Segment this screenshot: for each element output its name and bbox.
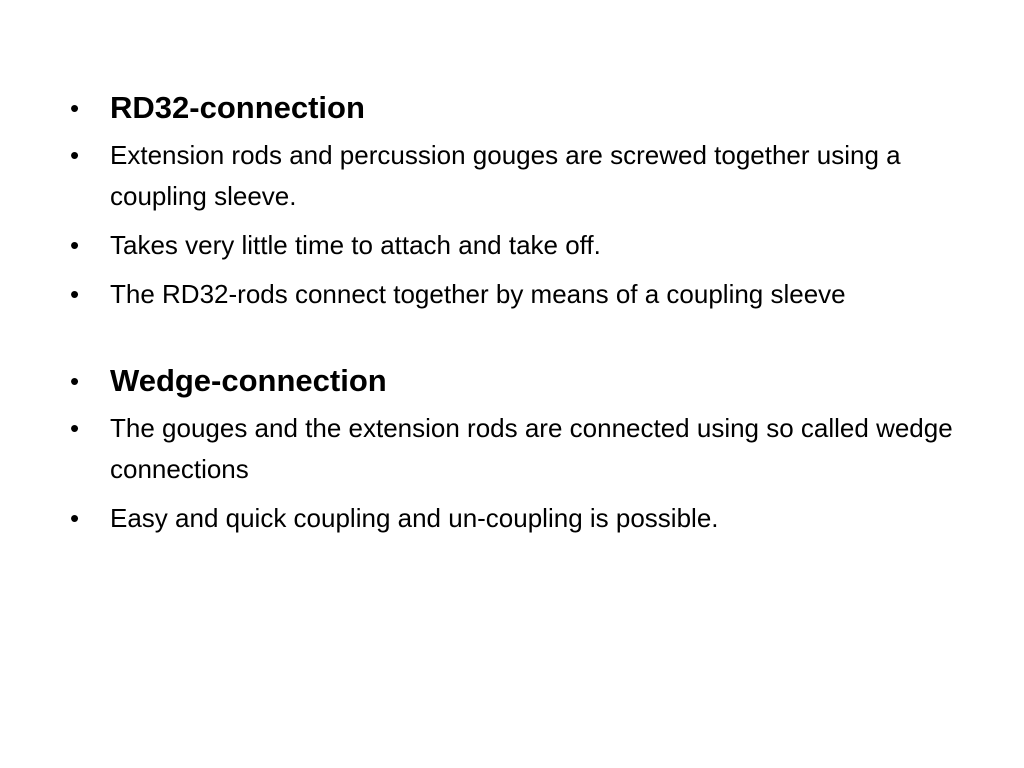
bullet-marker: •: [70, 93, 80, 123]
bullet-marker: •: [70, 230, 80, 260]
list-item: [70, 225, 970, 266]
section-heading-rd32: [70, 86, 970, 129]
list-item: [70, 274, 970, 315]
bullet-marker: •: [70, 366, 80, 396]
list-item-text: Easy and quick coupling and un-coupling is possible.: [110, 503, 719, 533]
list-item-text: Extension rods and percussion gouges are screwed together using a coupling sleeve.: [110, 140, 901, 211]
list-item: [70, 408, 970, 490]
list-item-text: The RD32-rods connect together by means of a coupling sleeve: [110, 279, 846, 309]
heading-text: Wedge-connection: [110, 363, 387, 398]
bullet-marker: •: [70, 413, 80, 443]
bullet-marker: •: [70, 503, 80, 533]
list-item: [70, 135, 970, 217]
section-heading-wedge: [70, 359, 970, 402]
list-item-text: Takes very little time to attach and take off.: [110, 230, 601, 260]
list-item: [70, 498, 970, 539]
section-spacer: [70, 323, 970, 359]
bullet-marker: •: [70, 279, 80, 309]
bullet-marker: •: [70, 140, 80, 170]
list-item-text: The gouges and the extension rods are connected using so called wedge connections: [110, 413, 953, 484]
bullet-list: [70, 86, 970, 547]
heading-text: RD32-connection: [110, 90, 365, 125]
